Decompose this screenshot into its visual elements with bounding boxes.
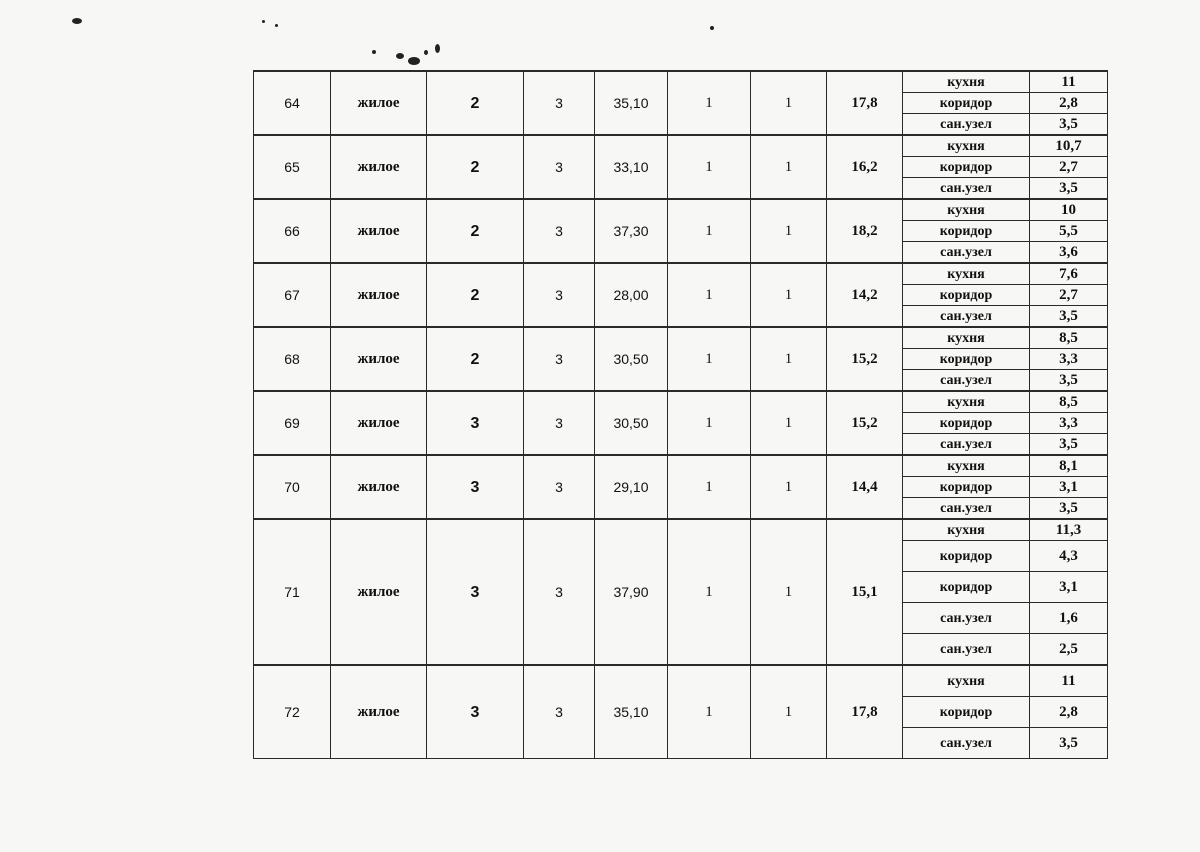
living-area: 15,2	[827, 327, 903, 391]
sub-room-name: сан.узел	[903, 370, 1030, 392]
sub-room-area: 10,7	[1030, 135, 1108, 157]
count-b: 1	[751, 199, 827, 263]
sub-room-area: 2,7	[1030, 285, 1108, 306]
scan-speck	[275, 24, 278, 27]
scan-speck	[424, 50, 428, 55]
sub-room-name: коридор	[903, 413, 1030, 434]
apartment-group-69	[254, 391, 1108, 455]
room-count: 3	[427, 519, 524, 665]
premises-type: жилое	[331, 519, 427, 665]
total-area: 33,10	[595, 135, 668, 199]
table-row	[254, 327, 1108, 349]
sub-room-name: сан.узел	[903, 634, 1030, 666]
sub-room-area: 3,5	[1030, 114, 1108, 136]
scan-speck	[262, 20, 265, 23]
table-row	[254, 455, 1108, 477]
apartment-number: 72	[254, 665, 331, 759]
sub-room-area: 11	[1030, 665, 1108, 697]
floor: 3	[524, 263, 595, 327]
total-area: 37,30	[595, 199, 668, 263]
premises-type: жилое	[331, 391, 427, 455]
apartment-group-67	[254, 263, 1108, 327]
sub-room-area: 1,6	[1030, 603, 1108, 634]
apartment-group-68	[254, 327, 1108, 391]
floor: 3	[524, 519, 595, 665]
sub-room-area: 3,5	[1030, 728, 1108, 759]
sub-room-name: коридор	[903, 221, 1030, 242]
apartment-group-66	[254, 199, 1108, 263]
total-area: 28,00	[595, 263, 668, 327]
room-count: 3	[427, 665, 524, 759]
count-a: 1	[668, 135, 751, 199]
count-a: 1	[668, 199, 751, 263]
living-area: 17,8	[827, 71, 903, 135]
apartment-number: 69	[254, 391, 331, 455]
living-area: 16,2	[827, 135, 903, 199]
floor: 3	[524, 665, 595, 759]
sub-room-area: 3,5	[1030, 498, 1108, 520]
table-row	[254, 519, 1108, 541]
sub-room-name: коридор	[903, 697, 1030, 728]
sub-room-name: сан.узел	[903, 242, 1030, 264]
sub-room-area: 2,7	[1030, 157, 1108, 178]
premises-type: жилое	[331, 199, 427, 263]
total-area: 37,90	[595, 519, 668, 665]
sub-room-area: 7,6	[1030, 263, 1108, 285]
sub-room-area: 8,5	[1030, 391, 1108, 413]
sub-room-area: 3,5	[1030, 178, 1108, 200]
sub-room-name: кухня	[903, 327, 1030, 349]
sub-room-name: кухня	[903, 199, 1030, 221]
count-b: 1	[751, 519, 827, 665]
count-a: 1	[668, 327, 751, 391]
apartment-table	[253, 70, 1108, 759]
premises-type: жилое	[331, 71, 427, 135]
count-b: 1	[751, 665, 827, 759]
living-area: 15,2	[827, 391, 903, 455]
apartment-number: 70	[254, 455, 331, 519]
sub-room-name: кухня	[903, 665, 1030, 697]
sub-room-name: кухня	[903, 455, 1030, 477]
sub-room-area: 10	[1030, 199, 1108, 221]
sub-room-area: 3,1	[1030, 572, 1108, 603]
sub-room-area: 3,5	[1030, 434, 1108, 456]
sub-room-area: 11,3	[1030, 519, 1108, 541]
sub-room-area: 2,5	[1030, 634, 1108, 666]
apartment-group-71	[254, 519, 1108, 665]
total-area: 29,10	[595, 455, 668, 519]
count-b: 1	[751, 135, 827, 199]
total-area: 30,50	[595, 327, 668, 391]
count-a: 1	[668, 665, 751, 759]
room-count: 2	[427, 199, 524, 263]
count-b: 1	[751, 263, 827, 327]
scan-speck	[435, 44, 440, 53]
count-a: 1	[668, 263, 751, 327]
count-b: 1	[751, 71, 827, 135]
apartment-number: 66	[254, 199, 331, 263]
sub-room-name: сан.узел	[903, 178, 1030, 200]
sub-room-area: 8,1	[1030, 455, 1108, 477]
count-a: 1	[668, 71, 751, 135]
apartment-group-65	[254, 135, 1108, 199]
sub-room-area: 11	[1030, 71, 1108, 93]
sub-room-name: коридор	[903, 157, 1030, 178]
sub-room-area: 3,5	[1030, 370, 1108, 392]
sub-room-area: 2,8	[1030, 697, 1108, 728]
table-row	[254, 135, 1108, 157]
scan-speck	[396, 53, 404, 59]
table-row	[254, 391, 1108, 413]
sub-room-name: коридор	[903, 541, 1030, 572]
floor: 3	[524, 327, 595, 391]
sub-room-area: 3,6	[1030, 242, 1108, 264]
apartment-number: 68	[254, 327, 331, 391]
apartment-number: 65	[254, 135, 331, 199]
room-count: 2	[427, 71, 524, 135]
floor: 3	[524, 455, 595, 519]
total-area: 35,10	[595, 665, 668, 759]
sub-room-name: кухня	[903, 71, 1030, 93]
count-b: 1	[751, 455, 827, 519]
living-area: 14,4	[827, 455, 903, 519]
sub-room-area: 5,5	[1030, 221, 1108, 242]
living-area: 15,1	[827, 519, 903, 665]
count-a: 1	[668, 455, 751, 519]
sub-room-area: 3,5	[1030, 306, 1108, 328]
premises-type: жилое	[331, 455, 427, 519]
sub-room-name: кухня	[903, 519, 1030, 541]
sub-room-area: 3,1	[1030, 477, 1108, 498]
living-area: 18,2	[827, 199, 903, 263]
count-a: 1	[668, 391, 751, 455]
table-row	[254, 71, 1108, 93]
premises-type: жилое	[331, 327, 427, 391]
apartment-group-64	[254, 71, 1108, 135]
table-row	[254, 263, 1108, 285]
floor: 3	[524, 71, 595, 135]
sub-room-name: сан.узел	[903, 728, 1030, 759]
count-a: 1	[668, 519, 751, 665]
sub-room-name: коридор	[903, 349, 1030, 370]
sub-room-area: 4,3	[1030, 541, 1108, 572]
apartment-group-70	[254, 455, 1108, 519]
sub-room-area: 3,3	[1030, 349, 1108, 370]
count-b: 1	[751, 391, 827, 455]
premises-type: жилое	[331, 665, 427, 759]
apartment-number: 67	[254, 263, 331, 327]
table-row	[254, 199, 1108, 221]
sub-room-name: коридор	[903, 285, 1030, 306]
floor: 3	[524, 135, 595, 199]
floor: 3	[524, 199, 595, 263]
total-area: 35,10	[595, 71, 668, 135]
sub-room-name: сан.узел	[903, 603, 1030, 634]
apartment-group-72	[254, 665, 1108, 759]
room-count: 3	[427, 455, 524, 519]
premises-type: жилое	[331, 135, 427, 199]
living-area: 14,2	[827, 263, 903, 327]
sub-room-name: кухня	[903, 391, 1030, 413]
premises-type: жилое	[331, 263, 427, 327]
sub-room-name: сан.узел	[903, 498, 1030, 520]
sub-room-name: коридор	[903, 93, 1030, 114]
sub-room-area: 8,5	[1030, 327, 1108, 349]
sub-room-area: 2,8	[1030, 93, 1108, 114]
sub-room-name: коридор	[903, 477, 1030, 498]
sub-room-name: сан.узел	[903, 434, 1030, 456]
apartment-number: 64	[254, 71, 331, 135]
room-count: 2	[427, 327, 524, 391]
room-count: 3	[427, 391, 524, 455]
sub-room-name: сан.узел	[903, 306, 1030, 328]
apartment-number: 71	[254, 519, 331, 665]
room-count: 2	[427, 263, 524, 327]
sub-room-name: сан.узел	[903, 114, 1030, 136]
scan-speck	[72, 18, 82, 24]
table-row	[254, 665, 1108, 697]
living-area: 17,8	[827, 665, 903, 759]
sub-room-name: кухня	[903, 135, 1030, 157]
floor: 3	[524, 391, 595, 455]
room-count: 2	[427, 135, 524, 199]
total-area: 30,50	[595, 391, 668, 455]
sub-room-name: кухня	[903, 263, 1030, 285]
scan-speck	[710, 26, 714, 30]
sub-room-name: коридор	[903, 572, 1030, 603]
scan-speck	[408, 57, 420, 65]
scan-speck	[372, 50, 376, 54]
count-b: 1	[751, 327, 827, 391]
sub-room-area: 3,3	[1030, 413, 1108, 434]
